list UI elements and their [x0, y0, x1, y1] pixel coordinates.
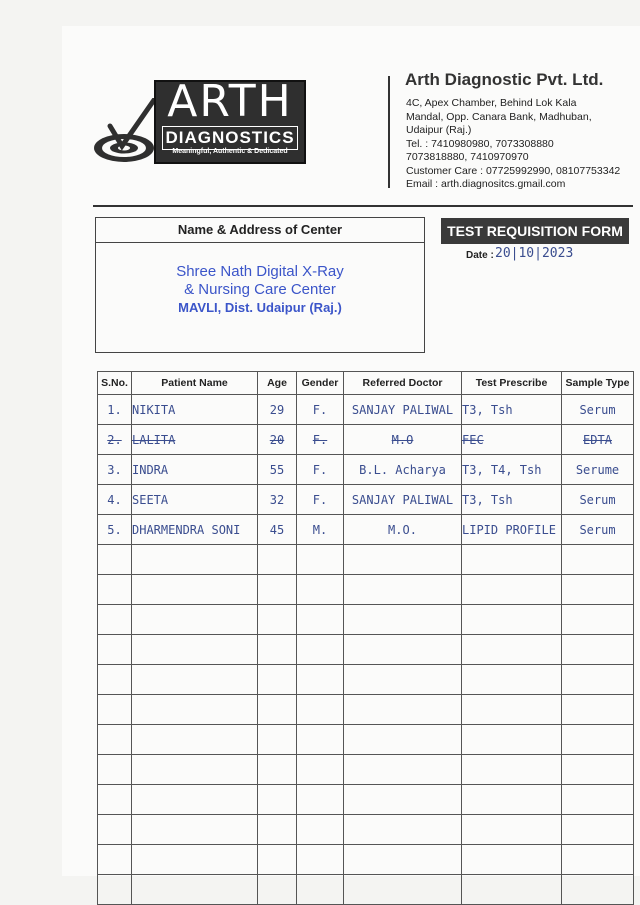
- col-header: S.No.: [98, 372, 132, 395]
- center-box: [95, 217, 425, 353]
- form-title: TEST REQUISITION FORM: [441, 218, 629, 244]
- logo-tagline: Meaningful, Authentic & Dedicated: [172, 148, 288, 155]
- cell-name: NIKITA: [132, 395, 258, 425]
- address-line: 4C, Apex Chamber, Behind Lok Kala: [406, 97, 577, 109]
- empty-row: [98, 695, 634, 725]
- cell-sno: 3.: [98, 455, 132, 485]
- col-header: Age: [258, 372, 297, 395]
- table-row: [98, 395, 634, 425]
- empty-row: [98, 815, 634, 845]
- cell-test: T3, Tsh: [462, 395, 562, 425]
- address-line: Tel. : 7410980980, 7073308880: [406, 137, 554, 150]
- header-divider: [388, 76, 390, 188]
- table-row: [98, 515, 634, 545]
- date-value: 20|10|2023: [495, 246, 574, 261]
- cell-test: T3, Tsh: [462, 485, 562, 515]
- cell-sample: Serume: [562, 455, 634, 485]
- cell-sample: Serum: [562, 395, 634, 425]
- empty-row: [98, 845, 634, 875]
- cell-gender: F.: [297, 485, 344, 515]
- center-line: & Nursing Care Center: [184, 281, 336, 298]
- table-row: [98, 455, 634, 485]
- table-row-struck: [98, 425, 634, 455]
- logo-box: [154, 76, 306, 164]
- empty-row: [98, 545, 634, 575]
- address-line: Udaipur (Raj.): [406, 124, 472, 136]
- cell-sno: 5.: [98, 515, 132, 545]
- address-line: Mandal, Opp. Canara Bank, Madhuban,: [406, 110, 592, 123]
- target-check-icon: [92, 98, 162, 168]
- empty-row: [98, 575, 634, 605]
- empty-row: [98, 875, 634, 905]
- cell-gender: M.: [297, 515, 344, 545]
- company-address: [406, 97, 638, 192]
- cell-doctor: SANJAY PALIWAL: [344, 485, 462, 515]
- header-rule: [93, 205, 633, 207]
- arth-logo: [92, 76, 312, 170]
- cell-age: 55: [258, 455, 297, 485]
- center-stamp: [96, 243, 424, 317]
- col-header: Gender: [297, 372, 344, 395]
- cell-age: 45: [258, 515, 297, 545]
- empty-row: [98, 665, 634, 695]
- cell-sno: 1.: [98, 395, 132, 425]
- empty-row: [98, 785, 634, 815]
- col-header: Patient Name: [132, 372, 258, 395]
- cell-name: SEETA: [132, 485, 258, 515]
- address-line: 7073818880, 7410970970: [406, 151, 529, 163]
- table-row: [98, 485, 634, 515]
- date-label: Date :: [466, 250, 494, 261]
- center-heading: Name & Address of Center: [96, 218, 424, 243]
- cell-name: LALITA: [132, 425, 258, 455]
- cell-sno: 2.: [98, 425, 132, 455]
- cell-age: 32: [258, 485, 297, 515]
- cell-gender: F.: [297, 395, 344, 425]
- col-header: Test Prescribe: [462, 372, 562, 395]
- cell-test: T3, T4, Tsh: [462, 455, 562, 485]
- col-header: Referred Doctor: [344, 372, 462, 395]
- empty-row: [98, 605, 634, 635]
- cell-doctor: B.L. Acharya: [344, 455, 462, 485]
- center-line: MAVLI, Dist. Udaipur (Raj.): [178, 300, 342, 315]
- cell-test: LIPID PROFILE: [462, 515, 562, 545]
- cell-name: INDRA: [132, 455, 258, 485]
- table-header-row: [98, 372, 634, 395]
- address-line: Customer Care : 07725992990, 08107753342: [406, 164, 621, 177]
- cell-doctor: M.O.: [344, 515, 462, 545]
- company-name: Arth Diagnostic Pvt. Ltd.: [405, 70, 604, 89]
- cell-test: FEC: [462, 425, 562, 455]
- logo-word: ARTH: [167, 76, 293, 127]
- cell-sample: Serum: [562, 485, 634, 515]
- cell-name: DHARMENDRA SONI: [132, 515, 258, 545]
- cell-sample: EDTA: [562, 425, 634, 455]
- cell-gender: F.: [297, 455, 344, 485]
- cell-sno: 4.: [98, 485, 132, 515]
- cell-sample: Serum: [562, 515, 634, 545]
- address-line: Email : arth.diagnositcs.gmail.com: [406, 178, 566, 190]
- empty-row: [98, 755, 634, 785]
- center-line: Shree Nath Digital X-Ray: [176, 263, 344, 280]
- empty-row: [98, 725, 634, 755]
- cell-doctor: SANJAY PALIWAL: [344, 395, 462, 425]
- empty-row: [98, 635, 634, 665]
- cell-gender: F.: [297, 425, 344, 455]
- cell-age: 20: [258, 425, 297, 455]
- logo-sub: DIAGNOSTICS: [162, 126, 298, 150]
- col-header: Sample Type: [562, 372, 634, 395]
- cell-doctor: M.O: [344, 425, 462, 455]
- cell-age: 29: [258, 395, 297, 425]
- requisition-table: [97, 371, 634, 905]
